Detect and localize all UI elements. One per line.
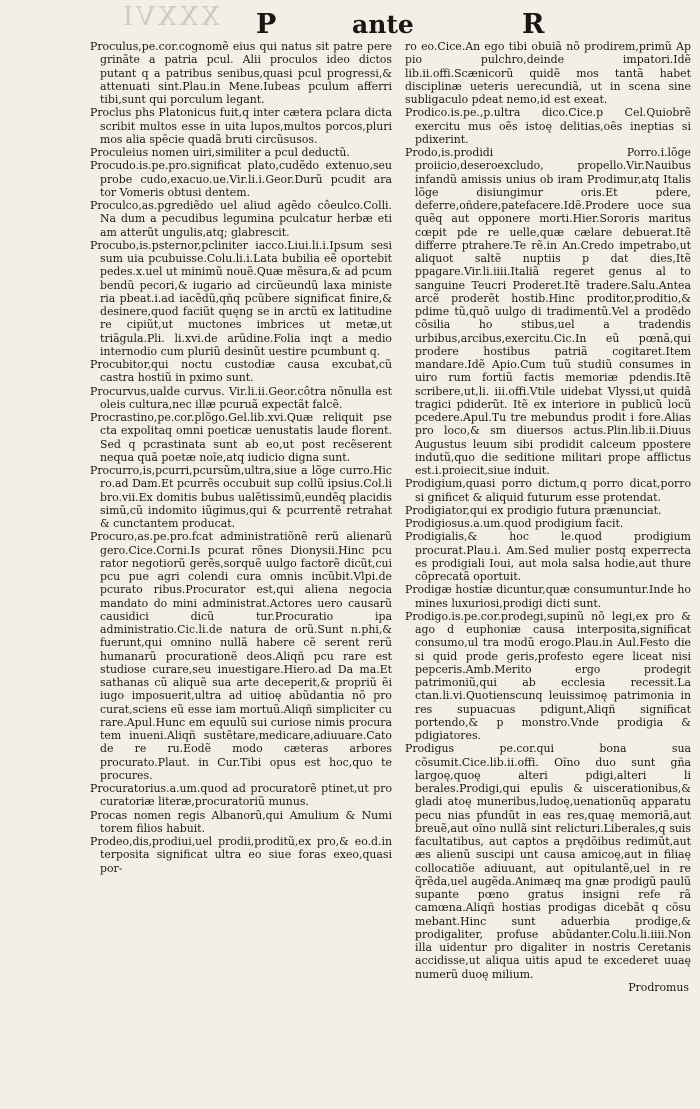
entry-prodeo-continued: ro eo.Cice.An ego tibi obuiã nõ prodirem,primũ Ap pio pulchro,deinde impatori.Idẽ lib.ii.offi.Scænicorũ quidẽ mos tantã habet disciplinæ ueteris uerecundiã, ut in scena sine subligaculo pdeat nemo,id est exeat.: [405, 40, 691, 106]
entry-procas: Procas nomen regis Albanorũ,qui Amulium & Numi torem filios habuit.: [90, 808, 392, 835]
entry-procubo: Procubo,is.psternor,pcliniter iacco.Liui.li.i.Ipsum sesi sum uia pcubuisse.Colu.li.i.Lata bubilia eẽ oportebit pedes.x.uel ut minimũ nouẽ.Quæ mẽsura,& ad pcum bendũ pecori,& iugario ad circũeundũ laxa ministe ria pbeat.i.ad iacẽdũ,qñq pcũbere significat finire,& desinere,quod faciũt quęng se in arctũ ex latitudine re cipiũt,ut muctones imbrices ut metæ,ut triãgula.Pli. li.xvi.de arũdine.Folia inqt a medio internodio cum pluriũ desinũt uestire pcumbunt q.: [90, 238, 392, 358]
entry-prodigiator: Prodigiator,qui ex prodigio futura prænunciat.: [405, 503, 662, 517]
header-letter-left: P: [256, 9, 277, 40]
entry-procuro: Procuro,as.pe.pro.fcat administratiõnẽ rerũ alienarũ gero.Cice.Corni.Is pcurat rõnes Dionysii.Hinc pcu rator negotiorũ gerẽs,sorquẽ uulgo factorẽ dicũt,cui pcu pue agri colendi cura omnis incũbit.Vlpi.de pcurato ribus.Procurator est,qui aliena negocia mandato do mini administrat.Actores uero causarũ causidici dicũ tur.Procuratio ipa administratio.Cic.li.de natura de orũ.Sunt n.phi,& fuerunt,qui omnino nullã habere cẽ serent rerũ humanarũ procurationẽ deos.Aliqñ pcu rare est studiose curare,seu inuestigare.Hiero.ad Da ma.Et sathanas cũ aliquẽ sua arte deceperit,& propriũ ẽi iugo imposuerit,ultra ad uitioę abũdantia nõ pro curat,sciens eũ esse iam mortuũ.Aliqñ simpliciter cu rare.Apul.Hunc em equulũ sui curiose nimis procura tem inueni.Aliqñ sustẽtare,medicare,adiuuare.Cato de re ru.Eodẽ modo cæteras arbores procurato.Plaut. in Cur.Tibi opus est hoc,quo te procures.: [90, 530, 392, 782]
entry-prodigus: Prodigus pe.cor.qui bona sua cõsumit.Cice.lib.ii.offi. Oĩno duo sunt gña largoę,quoę alteri pdigi,alteri li berales.Prodigi,qui epulis & uiscerationibus,& gladi atoę muneribus,ludoę,uenationũq apparatu pecu nias pfundũt in eas res,quaę memoriã,aut breuẽ,aut oĩno nullã sint relicturi.Liberales,q suis facultatibus, aut captos a prędõibus redimũt,aut æs alienũ suscipi unt causa amicoę,aut in filiaę collocatiõe adiuuant, aut opitulantẽ,uel in re q̃rẽda,uel augẽda.Animæq ma gnæ prodigũ paulũ supante pœno gratus insigni refe rã camœna.Aliqñ hostias prodigas dicebãt q cõsu mebant.Hinc sunt aduerbia prodige,& prodigaliter, profuse abũdanter.Colu.li.iiii.Non illa uidentur pro digaliter in nostris Ceretanis accidisse,ut aliqua uitis apud te excederet uuaę numerũ duoę milium.: [405, 742, 691, 981]
entry-prodigiosus: Prodigiosus.a.um.quod prodigium facit.: [405, 517, 624, 530]
entry-proculus: Proculus,pe.cor.cognomẽ eius qui natus sit patre pere grinãte a patria pcul. Alii proculos ideo dictos putant q a patribus senibus,quasi pcul progressi,& attenuati sint.Plau.in Mene.Iubeas pculum afferri tibi,sunt qui porculum legant.: [90, 40, 392, 106]
entry-procrastino: Procrastino,pe.cor.plõgo.Gel.lib.xvi.Quæ reliquit pse cta expolitaq omni poeticæ uenustatis laude florent. Sed q pcrastinata sunt ab eo,ut post recẽserent nequa quã poetæ noĩe,atq iudicio digna sunt.: [90, 411, 392, 464]
entry-proculeius: Proculeius nomen uiri,similiter a pcul deductũ.: [90, 146, 350, 159]
entry-procubitor: Procubitor,qui noctu custodiæ causa excubat,cũ castra hostiũ in pximo sunt.: [90, 358, 392, 385]
entry-prodico: Prodico.is.pe.,p.ultra dico.Cice.p Cel.Quiobrẽ exercitu mus oẽs istoę delitias,oẽs ineptias si pdixerint.: [405, 106, 691, 146]
entry-prodeo: Prodeo,dis,prodiui,uel prodii,proditũ,ex pro,& eo.d.in terposita significat ultra eo siue foras exeo,quasi por-: [90, 835, 392, 875]
right-column: [405, 40, 691, 1100]
entry-prodigialis: Prodigialis,& hoc le.quod prodigium procurat.Plau.i. Am.Sed mulier postq experrecta es prodigiali Ioui, aut mola salsa hodie,aut thure cõprecatã oportuit.: [405, 530, 691, 583]
show-through-folio: XXXVI: [120, 2, 220, 32]
entry-procuratorius: Procuratorius.a.um.quod ad procuratorẽ ptinet,ut pro curatoriæ literæ,procuratoriũ munus.: [90, 782, 392, 809]
catchword: Prodromus: [628, 980, 689, 994]
entry-procurvus: Procurvus,ualde curvus. Vir.li.ii.Geor.côtra nõnulla est oleis cultura,nec illæ pcuruã expectãt falcẽ.: [90, 384, 392, 411]
left-column: [90, 40, 392, 1100]
page-header: [0, 8, 700, 42]
entry-prodigo: Prodigo.is.pe.cor.prodegi,supinũ nõ legi,ex pro & ago d euphoniæ causa interposita,significat consumo,ul tra modũ erogo.Plau.in Aul.Festo die si quid prode geris,profesto egere liceat nisi pepceris.Amb.Merito ergo prodegit patrimoniũ,qui ab ecclesia recessit.La ctan.li.vi.Quotienscunq leuissimoę patrimonia in res supuacuas pdigunt,Aliqñ significat portendo,& p monstro.Vnde prodigia & pdigiatores.: [405, 609, 691, 742]
entry-prodigium: Prodigium,quasi porro dictum,q porro dicat,porro si gnificet & aliquid futurum esse protendat.: [405, 477, 691, 504]
entry-proculco: Proculco,as.pgrediẽdo uel aliud agẽdo côeulco.Colli. Na dum a pecudibus legumina pculcatur herbæ eti am atterũt ungulis,atq; glabrescit.: [90, 199, 392, 239]
entry-procurro: Procurro,is,pcurri,pcursũm,ultra,siue a lõge curro.Hic ro.ad Dam.Et pcurrẽs occubuit sup collũ ipsius.Col.li bro.vii.Ex domitis bubus ualẽtissimũ,eundẽq placidis simũ,cũ indomito iũgimus,qui & pcurrentẽ retrahat & cunctantem producat.: [90, 464, 392, 530]
header-letter-right: R: [522, 9, 545, 40]
entry-proclus: Proclus phs Platonicus fuit,q inter cætera pclara dicta scribit multos esse in uita lupos,multos porcos,pluri mos alia spēcie quadã bruti circũsusos.: [90, 106, 392, 146]
entry-procudo: Procudo.is.pe.pro.significat plato,cudẽdo extenuo,seu probe cudo,exacuo.ue.Vir.li.i.Geor.Durũ pcudit ara tor Vomeris obtusi dentem.: [90, 159, 392, 199]
entry-prodigae-hostiae: Prodigæ hostiæ dicuntur,quæ consumuntur.Inde ho mines luxuriosi,prodigi dicti sunt.: [405, 583, 691, 610]
entry-prodo: Prodo,is.prodidi Porro.i.lõge proiicio,deseroexcludo, propello.Vir.Nauibus infandũ amissis unius ob iram Prodimur,atq Italis lõge disiungimur oris.Et pdere, deferre,oñdere,patefacere.Idẽ.Prodere uoce sua quẽq aut opponere morti.Hier.Sororis maritus cœpit pde re uelle,quæ cælare debuerat.Itẽ differre ptrahere.Te rẽ.in An.Credo impetrabo,ut aliquot saltẽ nuptiis p dat dies,Itẽ ppagare.Vir.li.iiii.Italiã regeret genus al to sanguine Teucri Proderet.Itẽ tradere.Salu.Antea arcẽ proderẽt hostib.Hinc proditor,proditio,& pdime tũ,quõ uulgo di tradimentũ.Vel a prodẽdo cõsilia ho stibus,uel a tradendis urbibus,arcibus,exercitu.Cic.In eũ pœnã,qui prodere hostibus patriã cogitaret.Item mandare.Idẽ Apio.Cum tuũ studiũ consumes in uiro rum fortiũ factis memoriæ pdendis.Itẽ scribere,ut,li. iii.offi.Vtile uidebat Vlyssi,ut quidã tragici pdiderũt. Itẽ ex interiore in publicũ locũ pcedere.Apul.Tu tre mebundus prodit i fore.Alias pro loco,& sm diuersos actus.Plin.lib.ii.Diuus Augustus leuum sibi prodidit calceum ppostere indutũ,quo die seditione militari prope afflictus est.i.proiecit,siue induit.: [405, 146, 691, 477]
running-title: ante: [352, 10, 414, 39]
